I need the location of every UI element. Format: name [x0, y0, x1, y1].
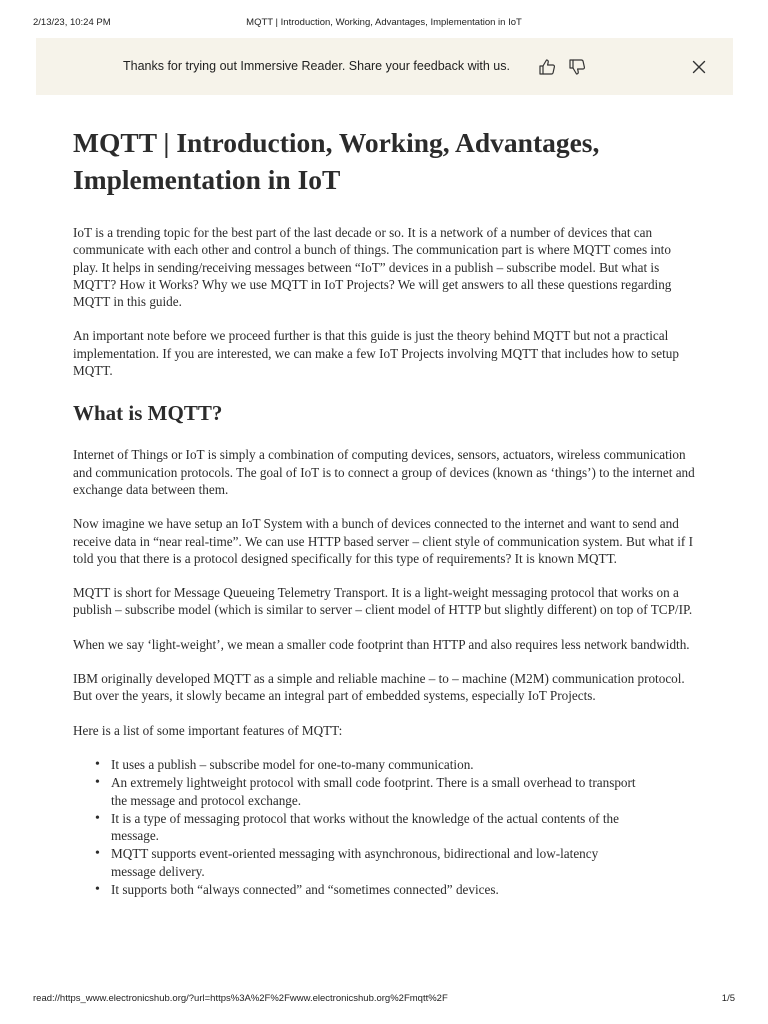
feature-list-item: • It is a type of messaging protocol that works without the knowledge of the actual contents of the message. [111, 810, 698, 845]
features-list [73, 756, 698, 898]
immersive-reader-feedback-bar [36, 38, 733, 95]
feature-list-item: • MQTT supports event-oriented messaging with asynchronous, bidirectional and low-latency message delivery. [111, 845, 698, 880]
section-paragraph: MQTT is short for Message Queueing Telemetry Transport. It is a light-weight messaging protocol that works on a publish – subscribe model (which is similar to server – client model of HTTP but slightly different) on top of TCP/IP. [73, 585, 693, 618]
feedback-message: Thanks for trying out Immersive Reader. Share your feedback with us. [123, 59, 510, 73]
close-icon[interactable] [689, 57, 709, 77]
article [73, 124, 698, 899]
thumbs-up-icon[interactable] [537, 57, 557, 77]
print-header [0, 17, 768, 31]
section-paragraph: Here is a list of some important features of MQTT: [73, 722, 343, 738]
intro-paragraph: An important note before we proceed further is that this guide is just the theory behind MQTT but not a practical implementation. If you are interested, we can make a few IoT Projects involving MQTT that includes how to setup MQTT. [73, 328, 679, 379]
section-body [73, 446, 698, 739]
section-paragraph: IBM originally developed MQTT as a simple and reliable machine – to – machine (M2M) communication protocol. But over the years, it slowly became an integral part of embedded systems, especially IoT Projects. [73, 671, 685, 704]
thumbs-down-icon[interactable] [567, 57, 587, 77]
print-page-title: MQTT | Introduction, Working, Advantages, Implementation in IoT [246, 17, 522, 28]
intro-paragraph: IoT is a trending topic for the best part of the last decade or so. It is a network of a number of devices that can communicate with each other and control a bunch of things. The communication part is where MQTT comes into play. It helps in sending/receiving messages between “IoT” devices in a publish – subscribe model. But what is MQTT? How it Works? Why we use MQTT in IoT Projects? We will get answers to all these questions regarding MQTT in this guide. [73, 225, 672, 310]
intro-section [73, 224, 698, 379]
section-heading: What is MQTT? [73, 401, 223, 426]
section-paragraph: Internet of Things or IoT is simply a combination of computing devices, sensors, actuators, wireless communication and communication protocols. The goal of IoT is to connect a group of devices (known as ‘things’) to the internet and exchange data between them. [73, 447, 695, 497]
feature-list-item: • An extremely lightweight protocol with small code footprint. There is a small overhead to transport the message and protocol exchange. [111, 774, 698, 809]
page-number: 1/5 [721, 993, 735, 1004]
section-paragraph: When we say ‘light-weight’, we mean a smaller code footprint than HTTP and also requires less network bandwidth. [73, 636, 690, 652]
article-title: MQTT | Introduction, Working, Advantages, Implementation in IoT [73, 127, 600, 195]
feature-list-item: • It uses a publish – subscribe model for one-to-many communication. [111, 756, 698, 773]
section-paragraph: Now imagine we have setup an IoT System with a bunch of devices connected to the internet and want to send and receive data in “near real-time”. We can use HTTP based server – client style of communication system. But what if I told you that there is a protocol designed specifically for this type of requirements? It is known MQTT. [73, 516, 693, 566]
print-datetime: 2/13/23, 10:24 PM [33, 17, 111, 28]
feature-list-item: • It supports both “always connected” and “sometimes connected” devices. [111, 881, 698, 898]
print-url: read://https_www.electronicshub.org/?url=https%3A%2F%2Fwww.electronicshub.org%2Fmqtt%2F [33, 993, 448, 1004]
